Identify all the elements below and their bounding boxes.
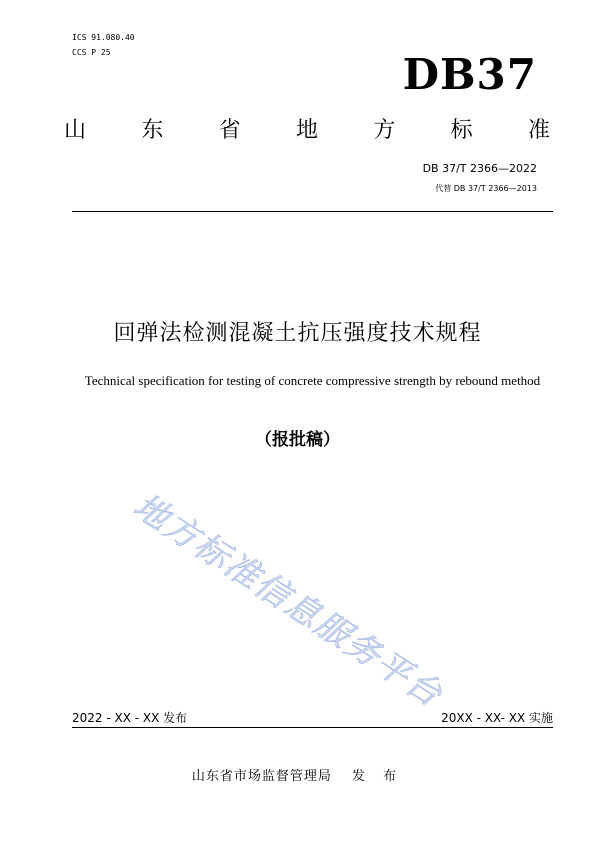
- standard-number: DB 37/T 2366—2022: [422, 162, 537, 175]
- header-divider: [72, 211, 553, 212]
- standard-type-char: 山: [64, 118, 87, 143]
- draft-status: （报批稿）: [255, 430, 340, 450]
- footer-divider: [72, 727, 553, 728]
- standard-type-char: 东: [141, 118, 164, 143]
- issue-date: 2022 - XX - XX 发布: [72, 711, 188, 725]
- standard-code: DB37: [402, 50, 537, 99]
- publisher-line: [0, 768, 595, 786]
- ics-code: ICS 91.080.40: [72, 33, 135, 42]
- standard-type-char: 地: [295, 118, 318, 143]
- implementation-date: 20XX - XX- XX 实施: [441, 711, 553, 725]
- issuing-authority: 山东省市场监督管理局: [191, 769, 332, 784]
- standard-type-char: 标: [450, 118, 473, 143]
- classification-codes: [72, 30, 135, 60]
- watermark: 地方标准信息服务平台: [126, 486, 450, 716]
- document-title-chinese: 回弹法检测混凝土抗压强度技术规程: [113, 321, 482, 346]
- replaced-standard: 代替 DB 37/T 2366—2013: [435, 184, 537, 193]
- standard-type-char: 准: [527, 118, 550, 143]
- document-title-english: Technical specification for testing of concrete compressive strength by rebound method: [84, 373, 541, 388]
- ccs-code: CCS P 25: [72, 48, 111, 57]
- standard-type: [64, 116, 550, 146]
- standard-type-char: 方: [373, 118, 396, 143]
- standard-type-char: 省: [218, 118, 241, 143]
- issue-action: 发 布: [351, 769, 404, 784]
